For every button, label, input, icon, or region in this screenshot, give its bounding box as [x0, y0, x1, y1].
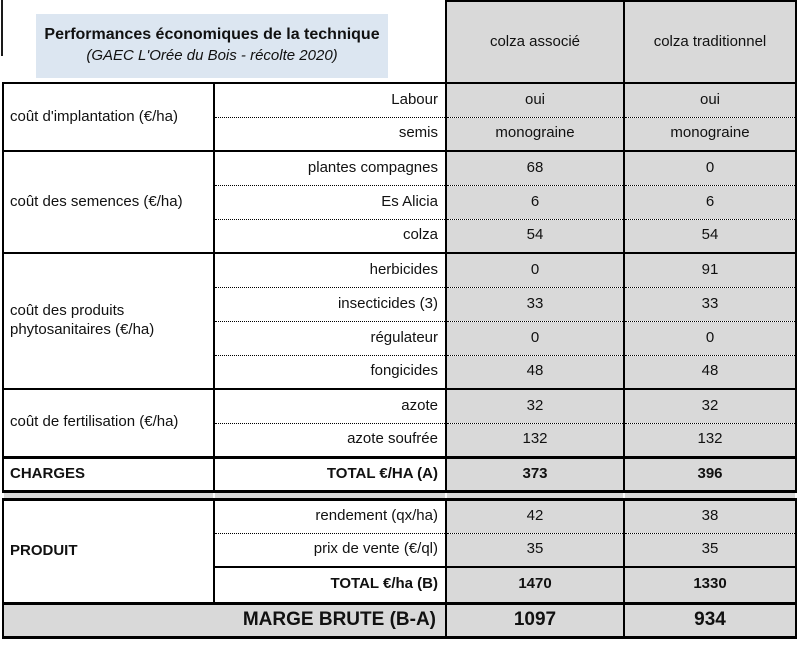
cell-azote-soufree-b: 132	[624, 423, 796, 457]
cell-total-produit-a: 1470	[446, 567, 624, 603]
group-label-phytosanitaires: coût des produits phytosanitaires (€/ha)	[3, 253, 214, 389]
row-label-total-charges: TOTAL €/HA (A)	[214, 457, 446, 491]
cell-marge-a: 1097	[446, 603, 624, 637]
spacer-cell	[3, 491, 214, 499]
page-subtitle: (GAEC L'Orée du Bois - récolte 2020)	[86, 47, 338, 65]
cell-labour-a: oui	[446, 83, 624, 117]
title-area	[3, 1, 446, 83]
cell-insecticides-b: 33	[624, 287, 796, 321]
performance-table	[2, 0, 797, 639]
group-label-produit: PRODUIT	[3, 499, 214, 603]
cell-plantes-compagnes-b: 0	[624, 151, 796, 185]
cell-prix-vente-a: 35	[446, 533, 624, 567]
spacer-cell	[446, 491, 624, 499]
cell-azote-b: 32	[624, 389, 796, 423]
row-label-prix-vente: prix de vente (€/ql)	[214, 533, 446, 567]
row-label-semis: semis	[214, 117, 446, 151]
group-label-fertilisation: coût de fertilisation (€/ha)	[3, 389, 214, 457]
cell-herbicides-a: 0	[446, 253, 624, 287]
cell-fongicides-a: 48	[446, 355, 624, 389]
row-label-labour: Labour	[214, 83, 446, 117]
group-label-implantation: coût d'implantation (€/ha)	[3, 83, 214, 151]
cell-total-charges-b: 396	[624, 457, 796, 491]
cell-regulateur-a: 0	[446, 321, 624, 355]
spacer-cell	[214, 491, 446, 499]
row-label-colza: colza	[214, 219, 446, 253]
column-header-colza-traditionnel: colza traditionnel	[624, 1, 796, 83]
row-label-rendement: rendement (qx/ha)	[214, 499, 446, 533]
cell-plantes-compagnes-a: 68	[446, 151, 624, 185]
row-label-marge-brute: MARGE BRUTE (B-A)	[3, 603, 446, 637]
cell-rendement-b: 38	[624, 499, 796, 533]
row-label-fongicides: fongicides	[214, 355, 446, 389]
cell-es-alicia-b: 6	[624, 185, 796, 219]
group-label-semences: coût des semences (€/ha)	[3, 151, 214, 253]
cell-labour-b: oui	[624, 83, 796, 117]
cell-fongicides-b: 48	[624, 355, 796, 389]
cell-colza-b: 54	[624, 219, 796, 253]
row-label-azote: azote	[214, 389, 446, 423]
cell-rendement-a: 42	[446, 499, 624, 533]
row-label-regulateur: régulateur	[214, 321, 446, 355]
row-label-insecticides: insecticides (3)	[214, 287, 446, 321]
cell-semis-b: monograine	[624, 117, 796, 151]
cell-colza-a: 54	[446, 219, 624, 253]
cell-es-alicia-a: 6	[446, 185, 624, 219]
cell-semis-a: monograine	[446, 117, 624, 151]
cell-total-produit-b: 1330	[624, 567, 796, 603]
page-title: Performances économiques de la technique	[44, 26, 380, 44]
cell-herbicides-b: 91	[624, 253, 796, 287]
cell-regulateur-b: 0	[624, 321, 796, 355]
row-label-total-produit: TOTAL €/ha (B)	[214, 567, 446, 603]
cell-prix-vente-b: 35	[624, 533, 796, 567]
row-label-herbicides: herbicides	[214, 253, 446, 287]
row-label-plantes-compagnes: plantes compagnes	[214, 151, 446, 185]
row-label-azote-soufree: azote soufrée	[214, 423, 446, 457]
spacer-cell	[624, 491, 796, 499]
cell-total-charges-a: 373	[446, 457, 624, 491]
group-label-charges: CHARGES	[3, 457, 214, 491]
cell-insecticides-a: 33	[446, 287, 624, 321]
title-box	[36, 14, 388, 78]
row-label-es-alicia: Es Alicia	[214, 185, 446, 219]
cell-azote-soufree-a: 132	[446, 423, 624, 457]
column-header-colza-associe: colza associé	[446, 1, 624, 83]
cell-marge-b: 934	[624, 603, 796, 637]
cell-azote-a: 32	[446, 389, 624, 423]
spacer-row	[3, 491, 796, 499]
